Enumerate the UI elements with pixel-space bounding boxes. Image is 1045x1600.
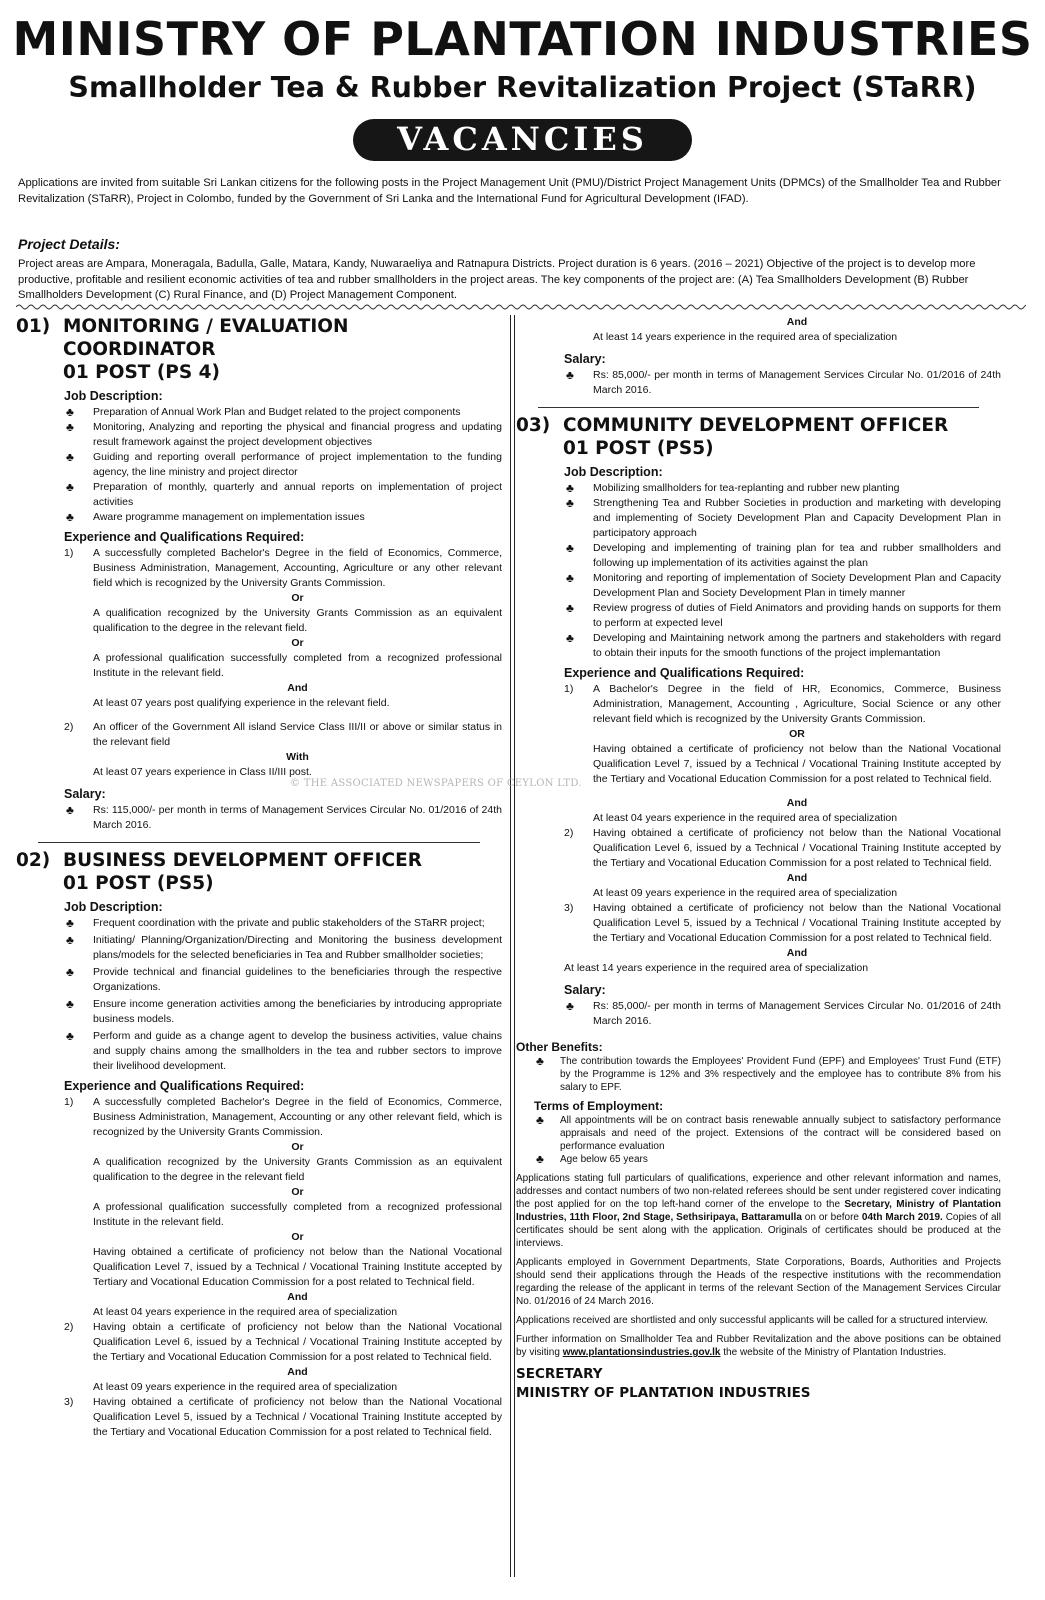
- and-label: And: [786, 947, 808, 959]
- list-item: ♣ Developing and Maintaining network among the partners and stakeholders with regard to obtain their inputs for the smooth functions of the project implemantation: [564, 631, 1001, 661]
- other-benefits-list: [534, 1055, 1001, 1094]
- qualification-text: Having obtained a certificate of proficiency not below than the National Vocational Qualification Level 7, issued by a Technical / Vocational Training Institute accepted by the Tertiary and Vocational Education Commission for a post related to Technical field.: [593, 743, 1001, 785]
- salary-text: ♣ Rs: 85,000/- per month in terms of Management Services Circular No. 01/2016 of 24th March 2016.: [564, 368, 1001, 398]
- list-item: ♣ Ensure income generation activities among the beneficiaries by introducing appropriate business models.: [64, 997, 502, 1027]
- qualification-text: At least 09 years experience in the required area of specialization: [593, 887, 898, 899]
- postal-address: Secretary, Ministry of Plantation Industries, 11th Floor, 2nd Stage, Sethsiripaya, Battaramulla: [516, 1199, 1001, 1223]
- qualification-item: [64, 1395, 502, 1440]
- qualification-text: Having obtained a certificate of proficiency not below than the National Vocational Qualification Level 5, issued by a Technical / Vocational Training Institute accepted by the Tertiary and Vocational Education Commission for a post related to Technical field.: [93, 1396, 502, 1438]
- post-1-qualifications: [64, 546, 502, 591]
- terms-list: [534, 1114, 1001, 1166]
- post-3-number: 03): [516, 415, 551, 436]
- or-label: Or: [291, 1231, 304, 1243]
- or-label: OR: [789, 728, 805, 740]
- project-title: Smallholder Tea & Rubber Revitalization Project (STaRR): [68, 71, 977, 104]
- instruction-text: Copies of all certificates should be sent along with the application. Originals of certificates should be produced at the interviews.: [516, 1212, 1002, 1249]
- post-3-salary-heading: Salary:: [564, 983, 606, 997]
- and-label: And: [287, 682, 308, 694]
- instruction-text: the website of the Ministry of Plantation Industries.: [720, 1347, 947, 1358]
- post-1-job-description-heading: Job Description:: [64, 389, 163, 403]
- post-2-title: BUSINESS DEVELOPMENT OFFICER: [63, 850, 423, 871]
- list-item: ♣ Frequent coordination with the private and public stakeholders of the STaRR project;: [64, 916, 502, 931]
- qualification-text: A qualification recognized by the University Grants Commission as an equivalent qualification to the degree in the relevant field: [93, 1156, 502, 1183]
- post-2-heading: [16, 849, 502, 872]
- vacancies-label: VACANCIES: [353, 119, 692, 161]
- instruction-text: on or before: [801, 1212, 862, 1223]
- post-1-salary-heading: Salary:: [64, 787, 106, 801]
- qualification-text: Having obtained a certificate of proficiency not below than the National Vocational Qualification Level 6, issued by a Technical / Vocational Training Institute accepted by the Tertiary and Vocational Education Commission for a post related to Technical field.: [593, 827, 1001, 869]
- vacancies-banner: [0, 119, 1045, 161]
- list-item: ♣ Aware programme management on implementation issues: [64, 510, 502, 525]
- qualification-text: A professional qualification successfully completed from a recognized professional Institute in the relevant field.: [93, 652, 502, 679]
- qualification-item: [64, 546, 502, 591]
- or-label: Or: [291, 637, 304, 649]
- copyright-watermark: © THE ASSOCIATED NEWSPAPERS OF CEYLON LTD.: [290, 778, 582, 789]
- column-divider: [510, 315, 515, 1577]
- qualification-text: Having obtained a certificate of proficiency not below than the National Vocational Qualification Level 5, issued by a Technical / Vocational Training Institute accepted by the Tertiary and Vocational Education Commission for a post related to Technical field.: [593, 902, 1001, 944]
- qualification-text: At least 04 years experience in the required area of specialization: [593, 812, 898, 824]
- list-item: ♣ Initiating/ Planning/Organization/Directing and Monitoring the business development plans/models for the selected beneficiaries in Tea and Rubber smallholder societies;: [64, 933, 502, 963]
- instruction-text: Further information on Smallholder Tea and Rubber Revitalization and the above positions can be obtained by visiting: [516, 1334, 1001, 1358]
- and-label: And: [287, 1366, 308, 1378]
- item-number: 2): [64, 721, 74, 733]
- post-2-number: 02): [16, 850, 51, 871]
- list-item: ♣ All appointments will be on contract basis renewable annually subject to satisfactory performance appraisals and need of the project. Extensions of the contract will be considered based on performance evaluation: [534, 1114, 1001, 1153]
- post-2-salary-heading: Salary:: [564, 352, 606, 366]
- ministry-title: MINISTRY OF PLANTATION INDUSTRIES: [12, 12, 1033, 66]
- list-item: ♣ Preparation of monthly, quarterly and annual reports on implementation of project activities: [64, 480, 502, 510]
- item-number: 1): [564, 683, 574, 695]
- qualification-text: A professional qualification successfully completed from a recognized professional Institute in the relevant field.: [93, 1201, 502, 1228]
- item-number: 1): [64, 547, 74, 559]
- and-label: And: [786, 872, 808, 884]
- further-information: [516, 1333, 1001, 1359]
- post-1-number: 01): [16, 316, 51, 337]
- government-applicants-note: Applicants employed in Government Departments, State Corporations, Boards, Authorities and Projects should send their applications through the Heads of the respective institutions with the recommendation regarding the release of the applicant in terms of the relevant Section of the Management Services Circular No. 01/2016 of 24 March 2016.: [516, 1257, 1001, 1307]
- post-2-job-list: [64, 916, 502, 1074]
- list-item: ♣ Provide technical and financial guidelines to the beneficiaries through the respective Organizations.: [64, 965, 502, 995]
- post-2-qualifications: [64, 1095, 502, 1140]
- shortlisting-note: Applications received are shortlisted and only successful applicants will be called for a structured interview.: [516, 1315, 988, 1326]
- qualification-text: At least 07 years post qualifying experience in the relevant field.: [93, 697, 390, 709]
- post-2-experience-heading: Experience and Qualifications Required:: [64, 1079, 305, 1093]
- intro-paragraph: Applications are invited from suitable Sri Lankan citizens for the following posts in the Project Management Unit (PMU)/District Project Management Units (DPMCs) of the Smallholder Tea and Rubber Revitalization (STaRR), Project in Colombo, funded by the Government of Sri Lanka and the International Fund for Agricultural Development (IFAD).: [18, 177, 1001, 205]
- benefits-section: [516, 1039, 1001, 1166]
- qualification-item: [64, 720, 502, 750]
- post-2-job-description-heading: Job Description:: [64, 900, 163, 914]
- post-3-title: COMMUNITY DEVELOPMENT OFFICER: [563, 415, 949, 436]
- list-item: ♣ Preparation of Annual Work Plan and Budget related to the project components: [64, 405, 502, 420]
- instruction-text: Applications stating full particulars of qualifications, experience and other relevant information and names, addresses and contact numbers of two non-related referees should be sent under registered cover indicating the post applied for on the top left-hand corner of the envelope to the: [516, 1173, 1001, 1210]
- qualification-text: At least 14 years experience in the required area of specialization: [593, 331, 898, 343]
- closing-date: 04th March 2019.: [861, 1212, 943, 1223]
- post-2-salary: [564, 368, 1001, 398]
- post-3-job-description-heading: Job Description:: [564, 465, 663, 479]
- post-1-salary: [64, 803, 502, 833]
- qualification-text: At least 09 years experience in the required area of specialization: [93, 1381, 398, 1393]
- list-item: ♣ The contribution towards the Employees' Provident Fund (EPF) and Employees' Trust Fund (ETF) by the Programme is 12% and 3% respectively and the employee has to contribute 8% from his salary to EPF.: [534, 1055, 1001, 1094]
- qualification-text: At least 14 years experience in the required area of specialization: [564, 962, 869, 974]
- and-label: And: [786, 316, 808, 328]
- qualification-text: A Bachelor's Degree in the field of HR, Economics, Commerce, Business Administration, Management, Accounting , Agriculture, Social Science or any other relevant field which is recognized by the University Grants Commission.: [593, 683, 1001, 725]
- post-2-count: 01 POST (PS5): [63, 873, 214, 894]
- post-3-salary: [564, 999, 1001, 1029]
- post-1-heading: [16, 315, 502, 361]
- qualification-item: [564, 682, 1001, 727]
- salary-text: ♣ Rs: 115,000/- per month in terms of Management Services Circular No. 01/2016 of 24th March 2016.: [64, 803, 502, 833]
- list-item: ♣ Mobilizing smallholders for tea-replanting and rubber new planting: [564, 481, 1001, 496]
- list-item: ♣ Age below 65 years: [534, 1153, 1001, 1166]
- application-instructions: [516, 1172, 1001, 1250]
- post-2-qualifications-2: [64, 1320, 502, 1365]
- post-1-title: MONITORING / EVALUATION COORDINATOR: [63, 316, 349, 360]
- list-item: ♣ Developing and implementing of training plan for tea and rubber smallholders and following up implementation of its activities against the plan: [564, 541, 1001, 571]
- item-number: 1): [64, 1096, 74, 1108]
- item-number: 2): [64, 1321, 74, 1333]
- project-details-heading: Project Details:: [18, 236, 120, 252]
- qualification-text: A successfully completed Bachelor's Degree in the field of Economics, Commerce, Business Administration, Management, Accounting, Agriculture or any other relevant field which is recognized by the University Grants Commission.: [93, 547, 502, 589]
- with-label: With: [286, 751, 309, 763]
- qualification-item: [564, 826, 1001, 871]
- right-column: [516, 315, 1001, 1403]
- signature-block: [516, 1365, 1001, 1403]
- salary-text: ♣ Rs: 85,000/- per month in terms of Management Services Circular No. 01/2016 of 24th March 2016.: [564, 999, 1001, 1029]
- post-1-qualifications-2: [64, 720, 502, 750]
- qualification-text: At least 04 years experience in the required area of specialization: [93, 1306, 398, 1318]
- section-divider: [538, 407, 979, 408]
- post-2-qualifications-3: [64, 1395, 502, 1440]
- qualification-text: A successfully completed Bachelor's Degree in the field of Economics, Commerce, Business Administration, Management, Accounting or any other relevant field, which is recognized by the University Grants Commission.: [93, 1096, 502, 1138]
- qualification-text: At least 07 years experience in Class II/III post.: [93, 766, 312, 778]
- or-label: Or: [291, 1186, 304, 1198]
- or-label: Or: [291, 1141, 304, 1153]
- qualification-text: An officer of the Government All island Service Class III/II or above or similar status in the relevant field: [93, 721, 502, 748]
- post-1-experience-heading: Experience and Qualifications Required:: [64, 530, 305, 544]
- list-item: ♣ Monitoring and reporting of implementation of Society Development Plan and Capacity Development Plan and Society Development Plan in timely manner: [564, 571, 1001, 601]
- item-number: 3): [64, 1396, 74, 1408]
- qualification-item: [564, 901, 1001, 946]
- post-3-qualifications-3: [564, 901, 1001, 946]
- signature-ministry: MINISTRY OF PLANTATION INDUSTRIES: [516, 1385, 811, 1401]
- post-3-job-list: [564, 481, 1001, 661]
- post-3-heading: [516, 414, 1001, 437]
- other-benefits-heading: Other Benefits:: [516, 1040, 603, 1054]
- and-label: And: [786, 797, 808, 809]
- item-number: 2): [564, 827, 574, 839]
- list-item: ♣ Strengthening Tea and Rubber Societies in production and marketing with developing and implementing of Society Development Plan and Capacity Development Plan in participatory approach: [564, 496, 1001, 541]
- list-item: ♣ Monitoring, Analyzing and reporting the physical and financial progress and updating result framework against the project development objectives: [64, 420, 502, 450]
- or-label: Or: [291, 592, 304, 604]
- qualification-item: [64, 1320, 502, 1365]
- post-1-count: 01 POST (PS 4): [63, 362, 220, 383]
- list-item: ♣ Guiding and reporting overall performance of project implementation to the funding agency, the line ministry and project director: [64, 450, 502, 480]
- item-number: 3): [564, 902, 574, 914]
- terms-heading: Terms of Employment:: [534, 1099, 664, 1113]
- post-3-experience-heading: Experience and Qualifications Required:: [564, 666, 805, 680]
- post-3-count: 01 POST (PS5): [563, 438, 714, 459]
- qualification-text: A qualification recognized by the University Grants Commission as an equivalent qualification to the degree in the relevant field.: [93, 607, 502, 634]
- list-item: ♣ Perform and guide as a change agent to develop the business activities, value chains and supply chains among the smallholders in the tea and rubber sectors to improve their livelihood development.: [64, 1029, 502, 1074]
- qualification-text: Having obtain a certificate of proficiency not below than the National Vocational Qualification Level 6, issued by a Technical / Vocational Training Institute accepted by the Tertiary and Vocational Education Commission for a post related to Technical field.: [93, 1321, 502, 1363]
- signature-title: SECRETARY: [516, 1366, 603, 1382]
- and-label: And: [287, 1291, 308, 1303]
- project-details-text: Project areas are Ampara, Moneragala, Badulla, Galle, Matara, Kandy, Nuwaraeliya and Ratnapura Districts. Project duration is 6 years. (2016 – 2021) Objective of the project is to develop more productive, profitable and resilient economic activities of tea and rubber smallholders in the project areas. The key components of the project are: (A) Tea Smallholders Development (B) Rubber Smallholders Development (C) Rural Finance, and (D) Project Management Component.: [18, 258, 976, 301]
- wavy-divider: [16, 300, 1026, 314]
- section-divider: [38, 842, 480, 843]
- post-3-qualifications-2: [564, 826, 1001, 871]
- qualification-text: Having obtained a certificate of proficiency not below than the National Vocational Qualification Level 7, issued by a Technical / Vocational Training Institute accepted by Tertiary and Vocational Education Commission for a post related to Technical field.: [93, 1246, 502, 1288]
- post-3-qualifications: [564, 682, 1001, 727]
- qualification-item: [64, 1095, 502, 1140]
- list-item: ♣ Review progress of duties of Field Animators and providing hands on supports for them to perform at expected level: [564, 601, 1001, 631]
- website-link[interactable]: www.plantationsindustries.gov.lk: [562, 1347, 721, 1358]
- left-column: [16, 315, 502, 1440]
- post-1-job-list: [64, 405, 502, 525]
